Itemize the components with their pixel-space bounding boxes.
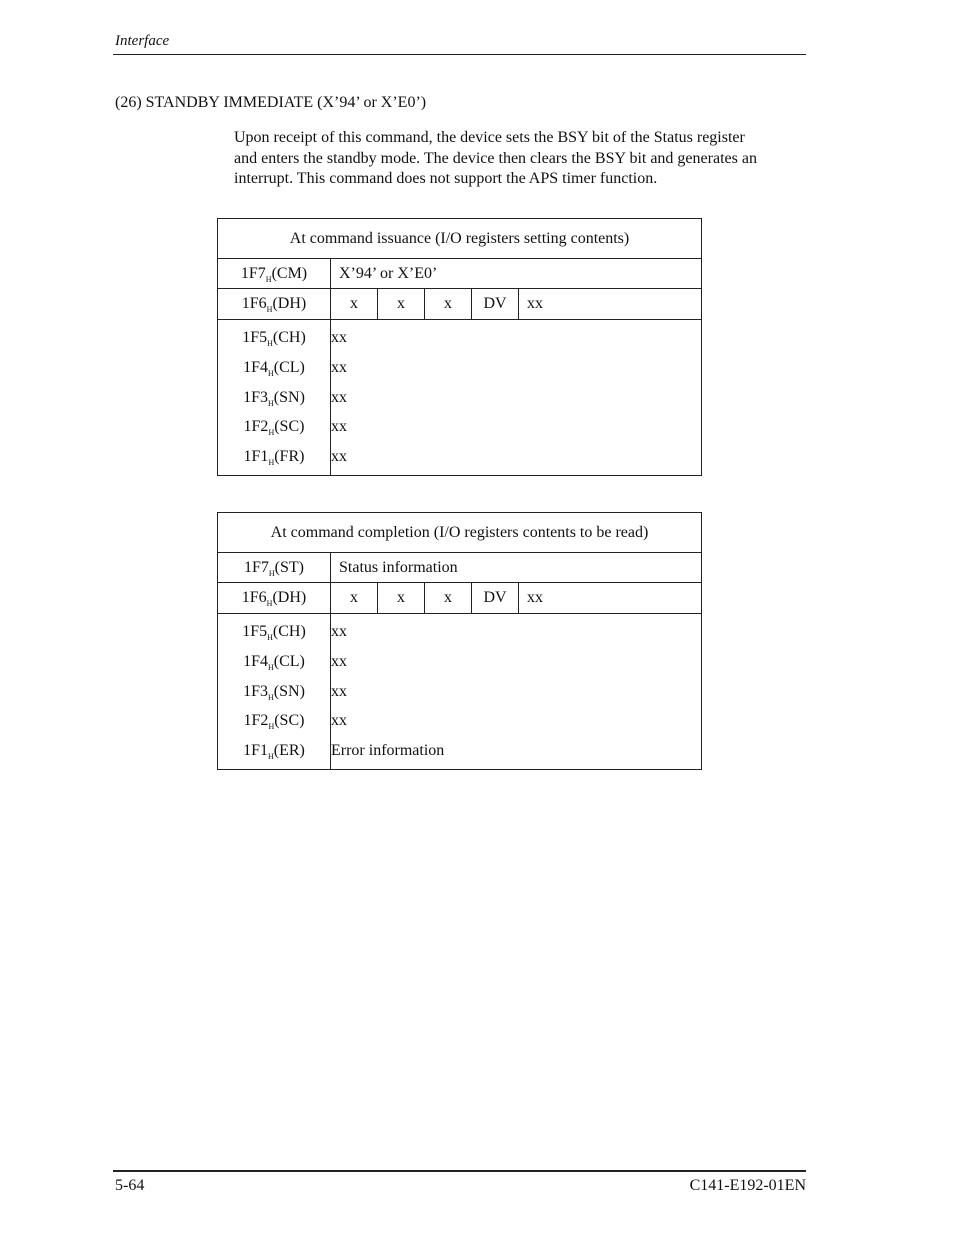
bit-cell: x	[425, 583, 472, 613]
bit-cell: x	[378, 289, 425, 319]
footer-rule	[113, 1170, 806, 1172]
register-value-group	[331, 614, 702, 770]
register-label: $1F5_H(CH)$	[242, 329, 306, 348]
paragraph-line: interrupt. This command does not support the APS timer function.	[234, 170, 658, 187]
paragraph-line: Upon receipt of this command, the device sets the BSY bit of the Status register	[234, 129, 745, 146]
page-number: 5-64	[115, 1177, 145, 1194]
bit-cell: DV	[472, 583, 519, 613]
register-bits	[331, 583, 702, 614]
register-value: xx	[331, 623, 347, 640]
register-value: Error information	[331, 742, 445, 760]
header-rule	[113, 54, 806, 55]
register-value: xx	[331, 358, 347, 376]
register-label: $1F1_H(ER)$	[243, 742, 305, 762]
register-bits	[331, 289, 702, 320]
bit-cell: x	[425, 289, 472, 319]
register-label-group	[218, 320, 331, 476]
bit-cell: x	[378, 583, 425, 613]
section-heading: (26) STANDBY IMMEDIATE (X’94’ or X’E0’)	[115, 94, 427, 111]
description-paragraph	[234, 128, 809, 190]
paragraph-line: and enters the standby mode. The device then clears the BSY bit and generates an	[234, 149, 757, 167]
table-caption: At command issuance (I/O registers setting contents)	[218, 219, 702, 259]
register-label: $1F4_H(CL)$	[243, 358, 305, 378]
register-label: $1F2_H(SC)$	[243, 418, 305, 438]
register-value: xx	[331, 652, 347, 670]
register-value: xx	[331, 418, 347, 436]
running-header: Interface	[115, 33, 170, 49]
register-label: $1F1_H(FR)$	[243, 448, 305, 468]
bit-cell: DV	[472, 289, 519, 319]
bit-cell: x	[331, 289, 378, 319]
register-value: xx	[331, 448, 347, 466]
register-value: xx	[331, 329, 347, 346]
register-value-group	[331, 320, 702, 476]
register-label: $1F7_H(ST)$	[218, 553, 331, 583]
register-value: xx	[331, 388, 347, 406]
register-label: $1F6_H(DH)$	[218, 289, 331, 320]
register-label: $1F7_H(CM)$	[218, 259, 331, 289]
register-label: $1F2_H(SC)$	[243, 712, 305, 732]
register-value: X’94’ or X’E0’	[331, 259, 702, 289]
bit-cell: xx	[527, 589, 543, 606]
document-id: C141-E192-01EN	[689, 1177, 806, 1194]
register-value: xx	[331, 682, 347, 700]
completion-register-table	[217, 512, 702, 770]
register-label: $1F3_H(SN)$	[243, 682, 305, 702]
register-label: $1F3_H(SN)$	[243, 388, 305, 408]
register-label: $1F6_H(DH)$	[218, 583, 331, 614]
register-label: $1F5_H(CH)$	[242, 623, 306, 642]
register-label: $1F4_H(CL)$	[243, 652, 305, 672]
bit-cell: xx	[527, 295, 543, 312]
issuance-register-table	[217, 218, 702, 476]
register-label-group	[218, 614, 331, 770]
table-caption: At command completion (I/O registers contents to be read)	[218, 513, 702, 553]
register-value: Status information	[331, 553, 702, 583]
register-value: xx	[331, 712, 347, 730]
bit-cell: x	[331, 583, 378, 613]
